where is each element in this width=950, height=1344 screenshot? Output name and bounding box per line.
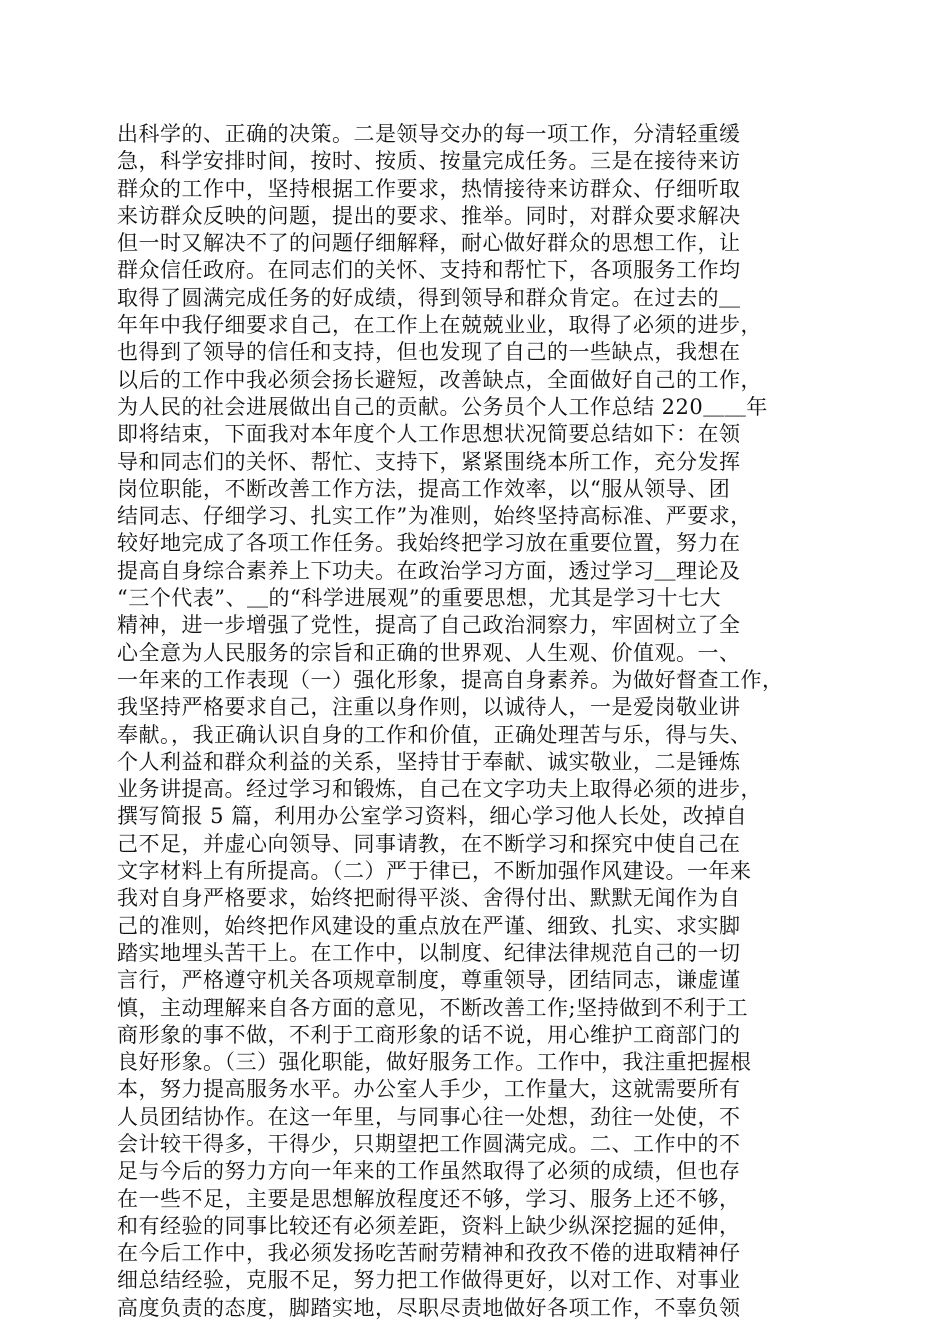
text-line: 我坚持严格要求自己，注重以身作则，以诚待人，一是爱岗敬业讲 <box>117 695 741 720</box>
text-line: 急，科学安排时间，按时、按质、按量完成任务。三是在接待来访 <box>117 149 741 174</box>
text-line: 文字材料上有所提高。（二）严于律已，不断加强作风建设。一年来 <box>117 859 752 884</box>
text-line: 人员团结协作。在这一年里，与同事心往一处想，劲往一处使，不 <box>117 1104 741 1129</box>
text-line: 奉献。，我正确认识自身的工作和价值，正确处理苦与乐，得与失、 <box>117 722 752 747</box>
text-line: 业务讲提高。经过学习和锻炼，自己在文字功夫上取得必须的进步， <box>117 777 762 802</box>
text-line: 结同志、仔细学习、扎实工作”为准则，始终坚持高标准、严要求， <box>117 504 752 529</box>
text-line: 为人民的社会进展做出自己的贡献。公务员个人工作总结 220＿＿年 <box>117 394 768 419</box>
body-text <box>117 121 833 1322</box>
text-line: 也得到了领导的信任和支持，但也发现了自己的一些缺点，我想在 <box>117 340 741 365</box>
text-line: 取得了圆满完成任务的好成绩，得到领导和群众肯定。在过去的＿ <box>117 285 741 310</box>
text-line: 足与今后的努力方向一年来的工作虽然取得了必须的成绩，但也存 <box>117 1159 741 1184</box>
text-line: 己的准则，始终把作风建设的重点放在严谨、细致、扎实、求实脚 <box>117 913 741 938</box>
text-line: 踏实地埋头苦干上。在工作中，以制度、纪律法律规范自己的一切 <box>117 940 741 965</box>
text-line: 慎，主动理解来自各方面的意见，不断改善工作;坚持做到不利于工 <box>117 995 749 1020</box>
text-line: 但一时又解决不了的问题仔细解释，耐心做好群众的思想工作，让 <box>117 231 741 256</box>
text-line: “三个代表”、＿的“科学进展观”的重要思想，尤其是学习十七大 <box>117 586 721 611</box>
text-line: 高度负责的态度，脚踏实地，尽职尽责地做好各项工作，不辜负领 <box>117 1295 741 1320</box>
text-line: 年年中我仔细要求自己，在工作上在兢兢业业，取得了必须的进步， <box>117 313 762 338</box>
text-line: 会计较干得多，干得少，只期望把工作圆满完成。二、工作中的不 <box>117 1131 741 1156</box>
text-line: 细总结经验，克服不足，努力把工作做得更好，以对工作、对事业 <box>117 1268 741 1293</box>
text-line: 较好地完成了各项工作任务。我始终把学习放在重要位置，努力在 <box>117 531 741 556</box>
text-line: 我对自身严格要求，始终把耐得平淡、舍得付出、默默无闻作为自 <box>117 886 741 911</box>
text-line: 提高自身综合素养上下功夫。在政治学习方面，透过学习＿理论及 <box>117 558 741 583</box>
text-line: 撰写简报 5 篇，利用办公室学习资料，细心学习他人长处，改掉自 <box>117 804 748 829</box>
text-line: 一年来的工作表现（一）强化形象，提高自身素养。为做好督查工作， <box>117 667 784 692</box>
text-line: 言行，严格遵守机关各项规章制度，尊重领导，团结同志，谦虚谨 <box>117 968 741 993</box>
text-line: 和有经验的同事比较还有必须差距，资料上缺少纵深挖掘的延伸， <box>117 1213 741 1238</box>
text-line: 在一些不足，主要是思想解放程度还不够，学习、服务上还不够， <box>117 1186 741 1211</box>
text-line: 心全意为人民服务的宗旨和正确的世界观、人生观、价值观。一、 <box>117 640 741 665</box>
text-line: 岗位职能，不断改善工作方法，提高工作效率，以“服从领导、团 <box>117 476 731 501</box>
text-line: 来访群众反映的问题，提出的要求、推举。同时，对群众要求解决 <box>117 203 741 228</box>
text-line: 商形象的事不做，不利于工商形象的话不说，用心维护工商部门的 <box>117 1022 741 1047</box>
text-line: 本，努力提高服务水平。办公室人手少，工作量大，这就需要所有 <box>117 1077 741 1102</box>
text-line: 良好形象。（三）强化职能，做好服务工作。工作中，我注重把握根 <box>117 1050 752 1075</box>
text-line: 己不足，并虚心向领导、同事请教，在不断学习和探究中使自己在 <box>117 831 741 856</box>
text-line: 以后的工作中我必须会扬长避短，改善缺点，全面做好自己的工作， <box>117 367 762 392</box>
text-line: 精神，进一步增强了党性，提高了自己政治洞察力，牢固树立了全 <box>117 613 741 638</box>
text-line: 群众信任政府。在同志们的关怀、支持和帮忙下，各项服务工作均 <box>117 258 741 283</box>
text-line: 即将结束，下面我对本年度个人工作思想状况简要总结如下：在领 <box>117 422 741 447</box>
text-line: 出科学的、正确的决策。二是领导交办的每一项工作，分清轻重缓 <box>117 122 741 146</box>
text-line: 在今后工作中，我必须发扬吃苦耐劳精神和孜孜不倦的进取精神仔 <box>117 1241 741 1266</box>
text-line: 导和同志们的关怀、帮忙、支持下，紧紧围绕本所工作，充分发挥 <box>117 449 741 474</box>
text-line: 群众的工作中，坚持根据工作要求，热情接待来访群众、仔细听取 <box>117 176 741 201</box>
text-line: 个人利益和群众利益的关系，坚持甘于奉献、诚实敬业，二是锤炼 <box>117 749 741 774</box>
